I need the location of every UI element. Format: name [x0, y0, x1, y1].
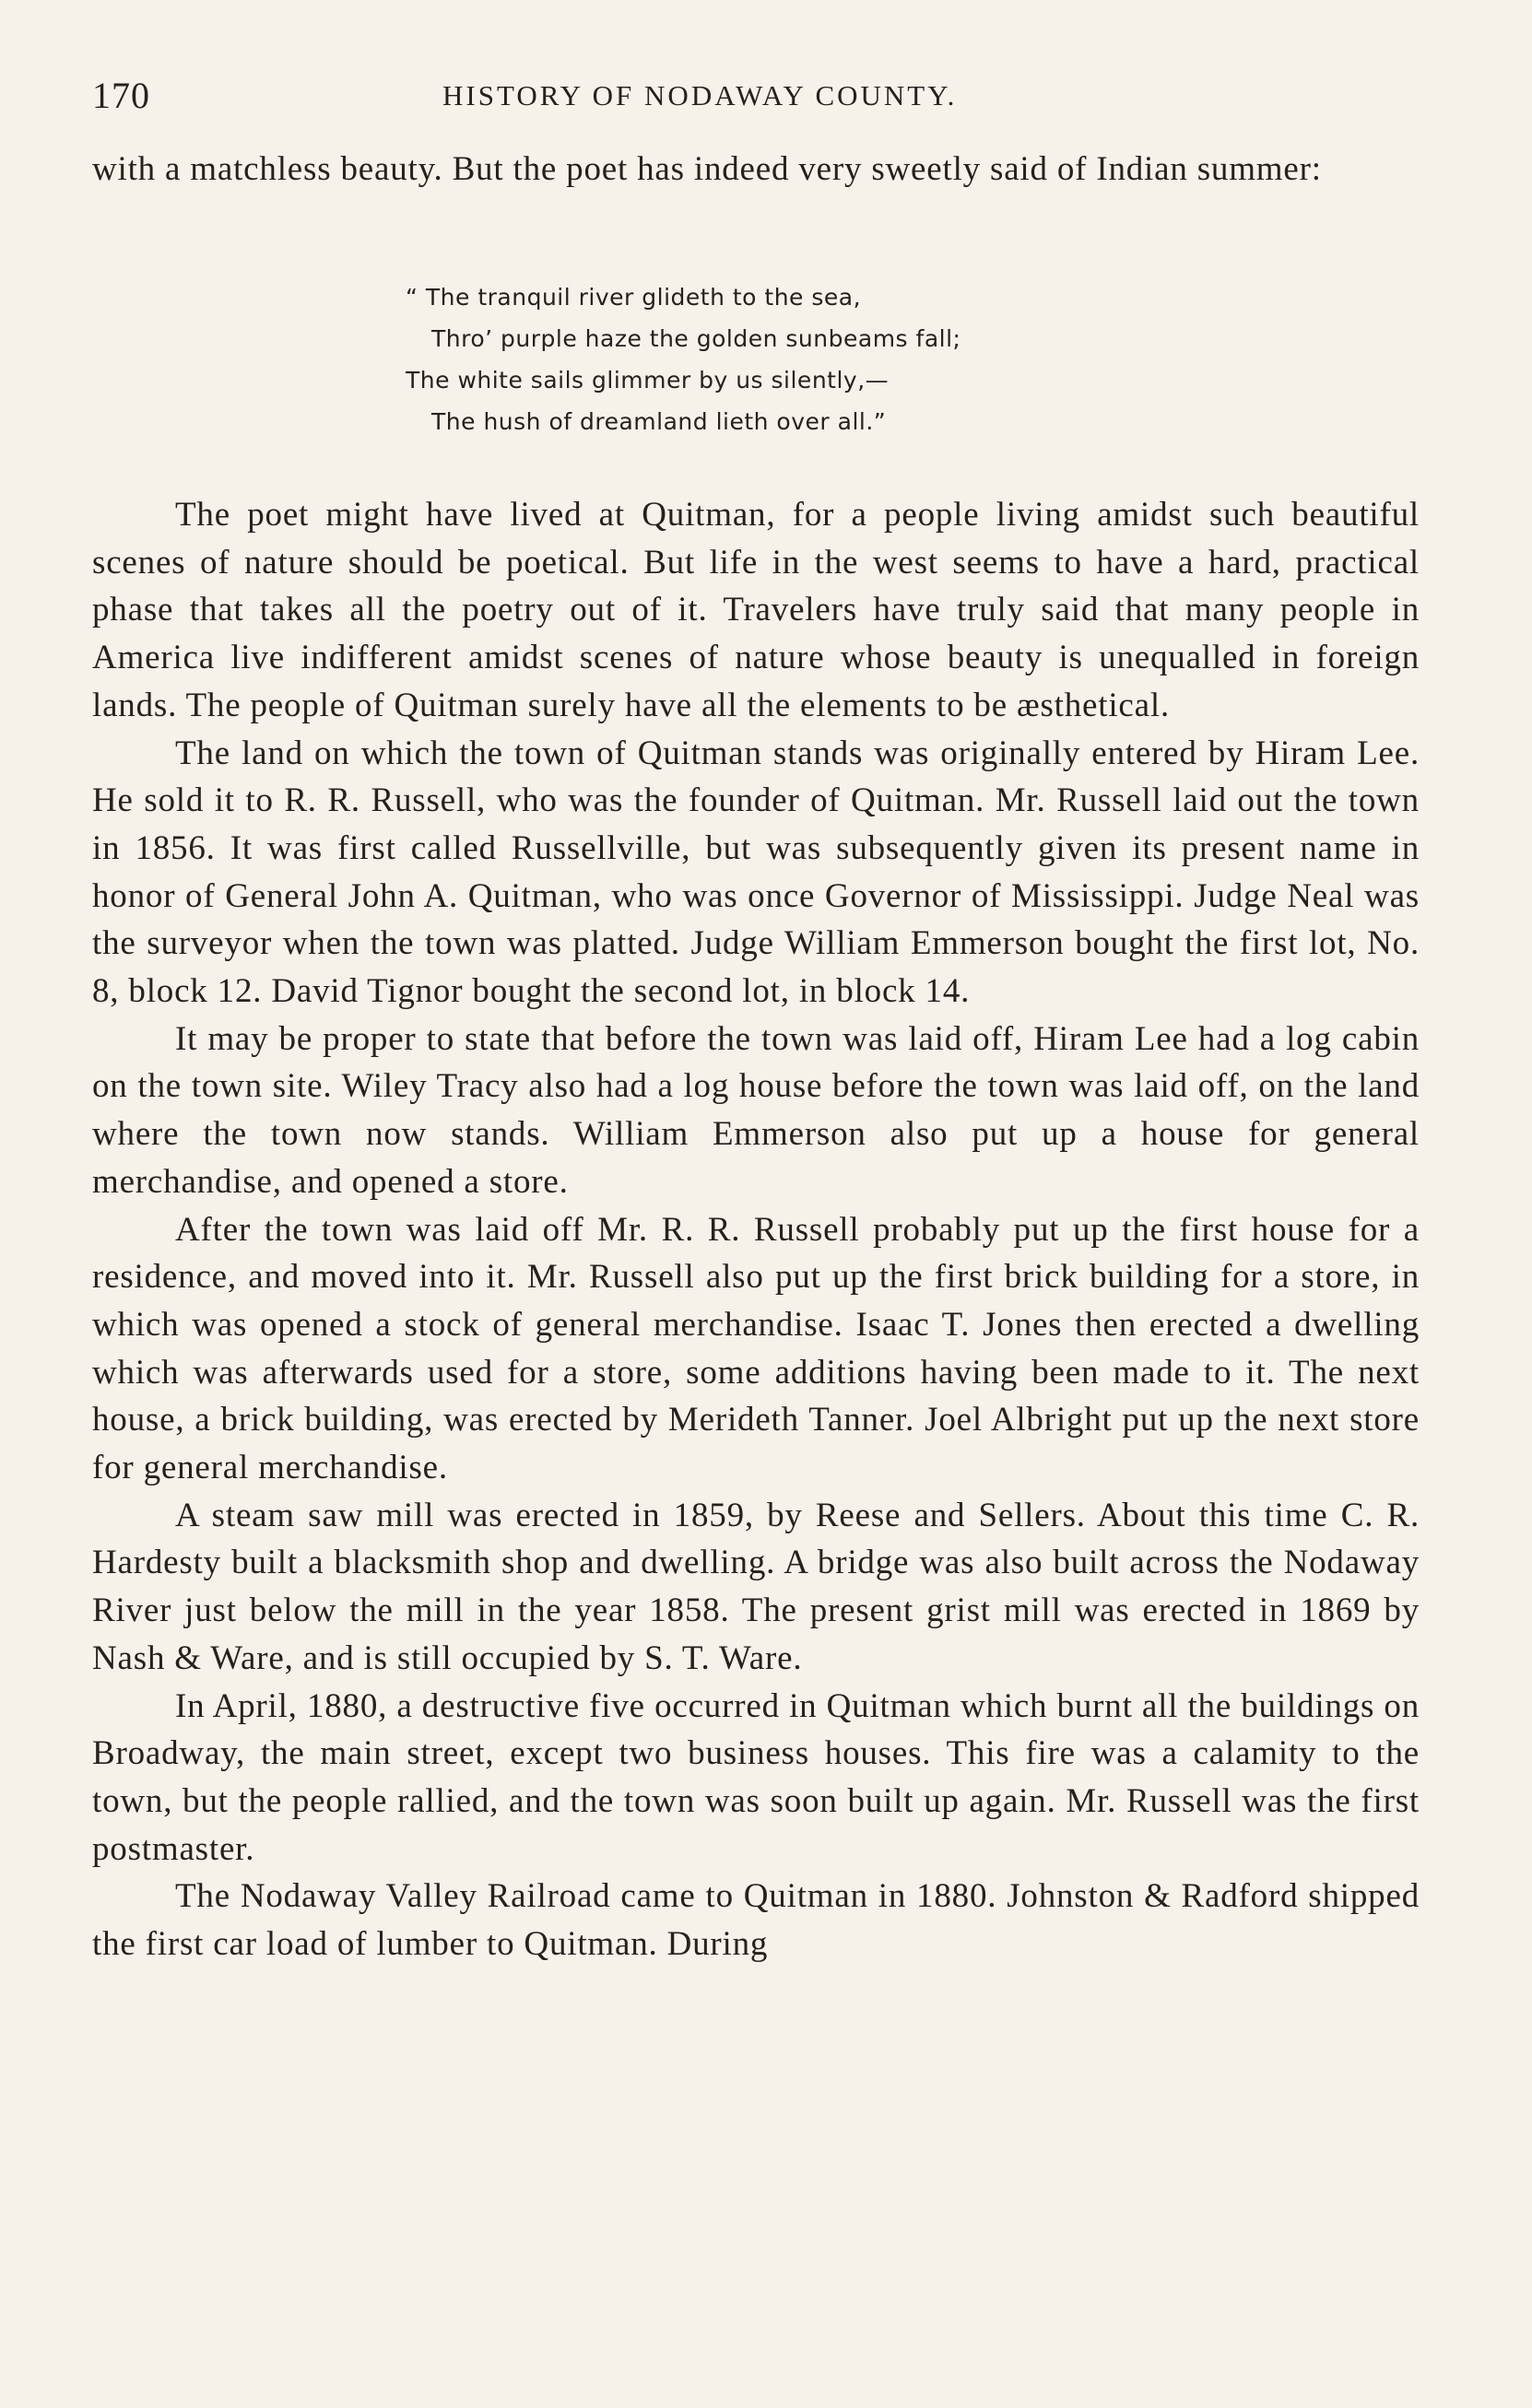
paragraph: The poet might have lived at Quitman, for a people living amidst such beautiful scenes of nature should be poetical. But life in the west seems to have a hard, practical phase that takes all the poetry out of it. Travelers have truly said that many people in America live indifferent amidst scenes of nature whose beauty is unequalled in foreign lands. The people of Quitman surely have all the elements to be æsthetical. [92, 496, 1420, 724]
poem-line: Thro’ purple haze the golden sunbeams fall; [431, 325, 961, 352]
running-title: HISTORY OF NODAWAY COUNTY. [442, 79, 958, 112]
page-number: 170 [92, 75, 150, 116]
paragraph: The land on which the town of Quitman stands was originally entered by Hiram Lee. He sold it to R. R. Russell, who was the founder of Quitman. Mr. Russell laid out the town in 1856. It was first called Russellville, but was subsequently given its present name in honor of General John A. Quitman, who was once Governor of Mississippi. Judge Neal was the surveyor when the town was platted. Judge William Emmerson bought the first lot, No. 8, block 12. David Tignor bought the second lot, in block 14. [92, 734, 1420, 1011]
paragraph: A steam saw mill was erected in 1859, by Reese and Sellers. About this time C. R. Hardesty built a blacksmith shop and dwelling. A bridge was also built across the Nodaway River just below the mill in the year 1858. The present grist mill was erected in 1869 by Nash & Ware, and is still occupied by S. T. Ware. [92, 1496, 1420, 1677]
page-header [92, 74, 1420, 120]
paragraph: It may be proper to state that before the town was laid off, Hiram Lee had a log cabin on the town site. Wiley Tracy also had a log house before the town was laid off, on the land where the town now stands. William Emmerson also put up a house for general merchandise, and opened a store. [92, 1019, 1420, 1201]
paragraph: The Nodaway Valley Railroad came to Quitman in 1880. Johnston & Radford shipped the first car load of lumber to Quitman. During [92, 1877, 1420, 1964]
intro-paragraph: with a matchless beauty. But the poet has indeed very sweetly said of Indian summer: [92, 150, 1322, 188]
poem-line: The hush of dreamland lieth over all.” [431, 408, 887, 435]
body-text [92, 491, 1420, 1968]
poem-quote [406, 276, 1235, 442]
intro-text [92, 146, 1420, 194]
paragraph: After the town was laid off Mr. R. R. Russell probably put up the first house for a residence, and moved into it. Mr. Russell also put up the first brick building for a store, in which was opened a stock of general merchandise. Isaac T. Jones then erected a dwelling which was afterwards used for a store, some additions having been made to it. The next house, a brick building, was erected by Merideth Tanner. Joel Albright put up the next store for general merchandise. [92, 1210, 1420, 1487]
poem-line: “ The tranquil river glideth to the sea, [406, 284, 862, 311]
poem-line: The white sails glimmer by us silently,— [406, 367, 890, 394]
paragraph: In April, 1880, a destructive five occurred in Quitman which burnt all the buildings on Broadway, the main street, except two business houses. This fire was a calamity to the town, but the people rallied, and the town was soon built up again. Mr. Russell was the first postmaster. [92, 1686, 1420, 1868]
